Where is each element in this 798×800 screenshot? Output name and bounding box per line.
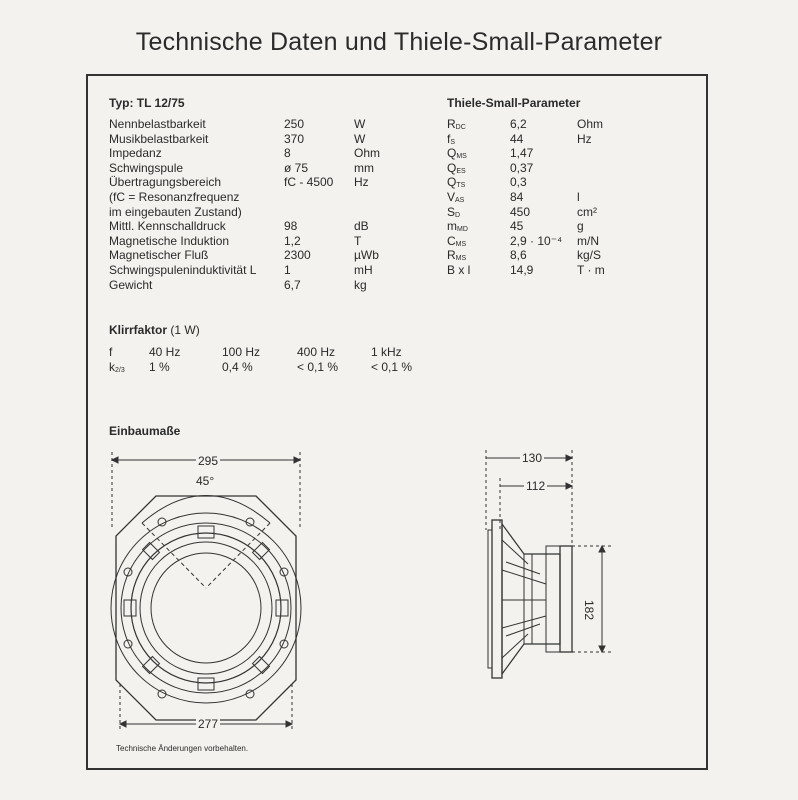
tech-row-value: 6,7	[284, 277, 301, 292]
klirr-heading-label: Klirrfaktor	[109, 323, 168, 337]
tech-row-label: (fC = Resonanzfrequenz	[109, 189, 240, 204]
klirr-value: < 0,1 %	[297, 360, 339, 374]
ts-symbol	[447, 117, 470, 132]
ts-unit: m/N	[577, 233, 599, 248]
tech-row-label: Schwingspuleninduktivität L	[109, 262, 257, 277]
tech-row-unit: mH	[354, 262, 373, 277]
tech-labels	[109, 117, 256, 292]
ts-value: 44	[510, 131, 524, 146]
einbau-heading: Einbaumaße	[109, 424, 181, 438]
ts-unit: kg/S	[577, 248, 602, 263]
dim-277-label: 277	[198, 717, 219, 731]
ts-symbol-sub: AS	[455, 196, 465, 204]
ts-symbol-sub: MS	[456, 153, 467, 161]
ts-value: 84	[510, 189, 524, 204]
ts-value: 6,2	[510, 117, 527, 131]
ts-unit: T · m	[577, 262, 605, 277]
tech-row-unit: kg	[354, 277, 367, 292]
klirr-k-label	[109, 360, 125, 374]
tech-row-unit: µWb	[354, 248, 379, 263]
ts-symbol	[447, 219, 470, 234]
page-title: Technische Daten und Thiele-Small-Parameter	[135, 28, 663, 56]
ts-unit: g	[577, 219, 584, 234]
tech-row-unit: W	[354, 117, 366, 131]
klirr-freq: 400 Hz	[297, 345, 336, 359]
klirr-freq: 100 Hz	[222, 345, 261, 359]
tech-row-value: 1	[284, 262, 291, 277]
ts-value: 0,3	[510, 175, 527, 190]
tech-row-unit: mm	[354, 160, 374, 175]
tech-row-label: Magnetischer Fluß	[109, 248, 209, 263]
klirr-freq: 1 kHz	[371, 345, 402, 359]
ts-symbol-sub: MS	[455, 255, 467, 263]
ts-value: 14,9	[510, 262, 534, 277]
ts-value: 450	[510, 204, 531, 219]
angle-label: 45°	[196, 474, 215, 488]
ts-value: 1,47	[510, 146, 534, 161]
tech-heading: Typ: TL 12/75	[109, 96, 185, 110]
ts-unit: Hz	[577, 131, 592, 146]
ts-symbol-main: m	[447, 219, 457, 234]
ts-symbol-sub: MS	[455, 240, 467, 248]
ts-values	[510, 117, 562, 278]
ts-symbol	[447, 263, 470, 278]
tech-row-unit	[354, 205, 380, 220]
ts-unit: l	[577, 189, 580, 204]
footnote: Technische Änderungen vorbehalten.	[116, 744, 249, 753]
tech-row-value: 98	[284, 219, 298, 234]
ts-symbol-main: Q	[447, 160, 457, 175]
tech-row-value: 2300	[284, 248, 311, 263]
klirr-freq: 40 Hz	[149, 345, 181, 359]
ts-symbol-main: R	[447, 117, 456, 131]
tech-row-label: im eingebauten Zustand)	[109, 204, 242, 219]
klirr-value: 0,4 %	[222, 360, 253, 374]
tech-row-label: Übertragungsbereich	[109, 175, 222, 190]
datasheet-frame	[86, 74, 708, 770]
klirr-heading	[109, 323, 200, 337]
tech-row-value: fC - 4500	[284, 175, 334, 190]
ts-unit	[577, 146, 605, 161]
ts-symbol-main: C	[447, 233, 456, 248]
dim-112-label: 112	[526, 479, 546, 493]
tech-row-unit	[354, 190, 380, 205]
tech-row-unit: dB	[354, 219, 369, 234]
ts-value: 8,6	[510, 248, 527, 263]
ts-symbol	[447, 234, 470, 249]
tech-row-value: 370	[284, 131, 305, 146]
tech-row-unit: W	[354, 131, 366, 146]
ts-symbol	[447, 175, 470, 190]
tech-units	[354, 117, 380, 292]
tech-row-label: Nennbelastbarkeit	[109, 117, 206, 131]
tech-row-unit: T	[354, 233, 362, 248]
tech-row-label: Impedanz	[109, 146, 162, 161]
tech-row-value: 8	[284, 146, 291, 161]
ts-unit: cm²	[577, 204, 597, 219]
klirr-heading-suffix: (1 W)	[170, 323, 200, 337]
ts-unit: Ohm	[577, 117, 604, 131]
tech-row-value	[284, 190, 333, 205]
ts-symbol-main: R	[447, 248, 456, 263]
ts-symbol-sub: DC	[455, 124, 466, 131]
tech-row-unit: Ohm	[354, 146, 381, 161]
ts-symbol-main: Q	[447, 146, 457, 161]
ts-value: 2,9 · 10⁻⁴	[510, 233, 563, 248]
klirr-f-label: f	[109, 345, 113, 359]
tech-row-value: 250	[284, 117, 305, 131]
side-view-drawing	[480, 450, 620, 710]
tech-row-unit: Hz	[354, 175, 369, 190]
tech-row-label: Mittl. Kennschalldruck	[109, 219, 226, 234]
ts-symbol	[447, 132, 470, 147]
ts-unit	[577, 175, 605, 190]
tech-row-value: 1,2	[284, 233, 301, 248]
tech-row-label: Musikbelastbarkeit	[109, 131, 209, 146]
ts-value: 0,37	[510, 160, 534, 175]
dim-295-label: 295	[198, 454, 219, 468]
ts-symbol-sub: TS	[456, 182, 466, 190]
ts-symbol-sub: MD	[457, 226, 468, 234]
ts-symbol-sub: D	[455, 211, 461, 219]
ts-symbol	[447, 161, 470, 176]
klirr-value: < 0,1 %	[371, 360, 413, 374]
ts-symbol-main: V	[447, 189, 456, 204]
ts-value: 45	[510, 219, 524, 234]
tech-row-value: ø 75	[284, 160, 309, 175]
tech-row-label: Magnetische Induktion	[109, 233, 230, 248]
ts-symbol	[447, 190, 470, 205]
ts-units	[577, 117, 605, 278]
ts-symbol-main: Q	[447, 175, 457, 190]
klirr-k-symbol: k	[109, 360, 115, 374]
ts-heading: Thiele-Small-Parameter	[447, 96, 581, 110]
tech-row-label: Schwingspule	[109, 160, 184, 175]
ts-unit	[577, 161, 605, 176]
tech-row-label: Gewicht	[109, 277, 153, 292]
ts-symbol-main: B x l	[447, 262, 471, 277]
ts-symbol-sub: ES	[456, 167, 466, 175]
klirr-k-sub: 2/3	[115, 367, 125, 374]
klirr-value: 1 %	[149, 360, 170, 374]
tech-values	[284, 117, 333, 292]
ts-symbols	[447, 117, 470, 278]
ts-symbol-sub: S	[450, 138, 456, 146]
dim-130-label: 130	[522, 451, 543, 465]
tech-row-value	[284, 205, 333, 220]
ts-symbol	[447, 248, 470, 263]
dim-182-label: 182	[582, 600, 596, 621]
ts-symbol-main: f	[447, 131, 451, 146]
ts-symbol-main: S	[447, 204, 456, 219]
ts-symbol	[447, 146, 470, 161]
ts-symbol	[447, 205, 470, 220]
front-view-drawing	[106, 448, 306, 738]
